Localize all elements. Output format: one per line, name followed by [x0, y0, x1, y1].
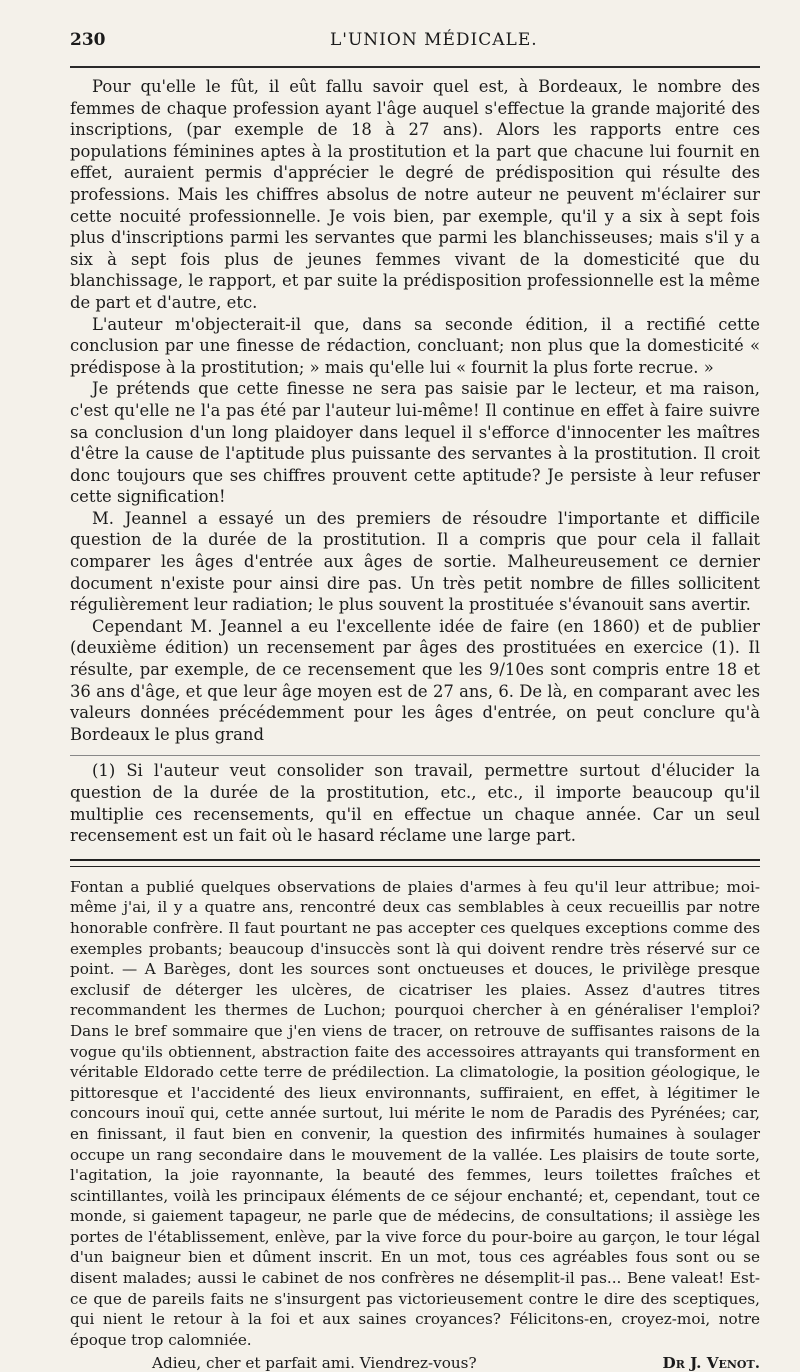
main-article: [70, 76, 760, 847]
running-title: L'UNION MÉDICALE.: [330, 30, 538, 50]
paragraph: Je prétends que cette finesse ne sera pas saisie par le lecteur, et ma raison, c'est qu'elle ne l'a pas été par l'auteur lui-même! Il continue en effet à faire suivre sa conclusion d'un long plaidoyer dans lequel il s'efforce d'innocenter les maîtres d'être la cause de l'aptitude plus puissante des servantes à la prostitution. Il croit donc toujours que ses chiffres prouvent cette aptitude? Je persiste à leur refuser cette signification!: [70, 379, 760, 507]
page-header: [70, 30, 760, 64]
page-number: 230: [70, 30, 106, 50]
paragraph: M. Jeannel a essayé un des premiers de résoudre l'importante et difficile question de la durée de la prostitution. Il a compris que pour cela il fallait comparer les âges d'entrée aux âges de sortie. Malheureusement ce dernier document n'existe pour ainsi dire pas. Un très petit nombre de filles sollicitent régulièrement leur radiation; le plus souvent la prostituée s'évanouit sans avertir.: [70, 508, 760, 615]
paragraph: Pour qu'elle le fût, il eût fallu savoir quel est, à Bordeaux, le nombre des femmes de chaque profession ayant l'âge auquel s'effectue la grande majorité des inscriptions, (par exemple de 18 à 27 ans). Alors les rapports entre ces populations féminines aptes à la prostitution et la part que chacune lui fournit en effet, auraient permis d'apprécier le degré de prédisposition qui résulte des professions. Mais les chiffres absolus de notre auteur ne peuvent m'éclairer sur cette nocuité professionnelle. Je vois bien, par exemple, qu'il y a six à sept fois plus d'inscriptions parmi les servantes que parmi les blanchisseuses; mais s'il y a six à sept fois plus de jeunes femmes vivant de la domesticité que du blanchissage, le rapport, et par suite la prédisposition professionnelle est la même de part et d'autre, etc.: [70, 77, 760, 312]
signature: Dr J. Venot.: [662, 1354, 760, 1372]
feuilleton-text: Fontan a publié quelques observations de plaies d'armes à feu qu'il leur attribue; moi-même j'ai, il y a quatre ans, rencontré deux cas semblables à ceux recueillis par notre honorable confrère. Il faut pourtant ne pas accepter ces quelques exceptions comme des exemples probants; beaucoup d'insuccès sont là qui doivent rendre très réservé sur ce point. — A Barèges, dont les sources sont onctueuses et douces, le privilège presque exclusif de déterger les ulcères, de cicatriser les plaies. Assez d'autres titres recommandent les thermes de Luchon; pourquoi chercher à en généraliser l'emploi? Dans le bref sommaire que j'en viens de tracer, on retrouve de suffisantes raisons de la vogue qu'ils obtiennent, abstraction faite des accessoires attrayants qui transforment en véritable Eldorado cette terre de prédilection. La climatologie, la position géologique, le pittoresque et l'accidenté des lieux environnants, suffiraient, en effet, à légitimer le concours inouï qui, cette année surtout, lui mérite le nom de Paradis des Pyrénées; car, en finissant, il faut bien en convenir, la question des infirmités humaines à soulager occupe un rang secondaire dans le mouvement de la vallée. Les plaisirs de toute sorte, l'agitation, la joie rayonnante, la beauté des femmes, leurs toilettes fraîches et scintillantes, voilà les principaux éléments de ce séjour enchanté; et, cependant, tout ce monde, si gaiement tapageur, ne parle que de médecins, de consultations; il assiège les portes de l'établissement, enlève, par la vive force du pour-boire au garçon, le tour légal d'un baigneur bien et dûment inscrit. En un mot, tous ces agréables fous sont ou se disent malades; aussi le cabinet de nos confrères ne désemplit-il pas... Bene valeat! Est-ce que de pareils faits ne s'insurgent pas victorieusement contre le dire des sceptiques, qui nient le retour à la foi et aux saines croyances? Félicitons-en, croyez-moi, notre époque trop calomniée.: [70, 877, 760, 1349]
closing-salutation: Adieu, cher et parfait ami. Viendrez-vous?: [152, 1354, 477, 1372]
footnote: (1) Si l'auteur veut consolider son travail, permettre surtout d'élucider la question de la durée de la prostitution, etc., etc., il importe beaucoup qu'il multiplie ces recensements, qu'il en effectue un chaque année. Car un seul recensement est un fait où le hasard réclame une large part.: [70, 755, 760, 846]
feuilleton-rule: [70, 859, 760, 867]
feuilleton-section: [70, 877, 760, 1372]
paragraph: Cependant M. Jeannel a eu l'excellente idée de faire (en 1860) et de publier (deuxième édition) un recensement par âges des prostituées en exercice (1). Il résulte, par exemple, de ce recensement que les 9/10es sont compris entre 18 et 36 ans d'âge, et que leur âge moyen est de 27 ans, 6. De là, en comparant avec les valeurs données précédemment pour les âges d'entrée, on peut conclure qu'à Bordeaux le plus grand: [70, 616, 760, 744]
closing-line: [70, 1354, 760, 1372]
paragraph: L'auteur m'objecterait-il que, dans sa seconde édition, il a rectifié cette conclusion par une finesse de rédaction, concluant; non plus que la domesticité « prédispose à la prostitution; » mais qu'elle lui « fournit la plus forte recrue. »: [70, 314, 760, 377]
header-rule: [70, 66, 760, 68]
